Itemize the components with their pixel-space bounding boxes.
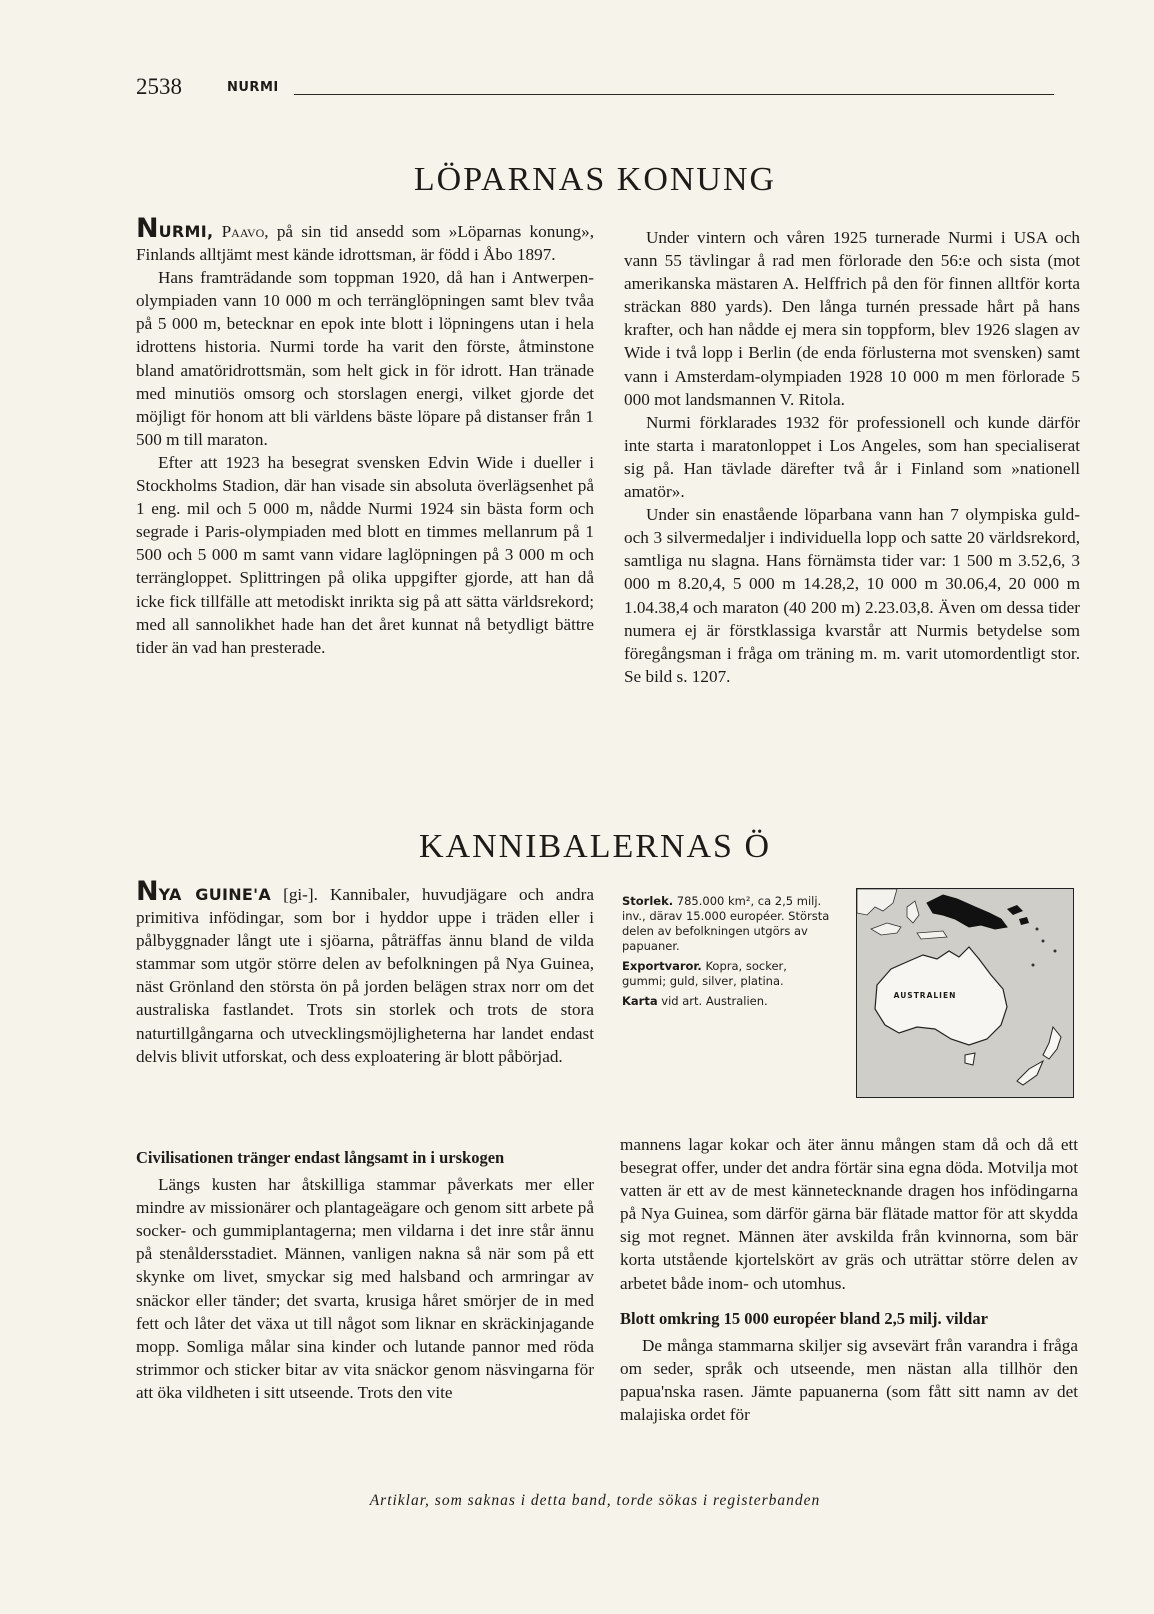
article1-lead-name: Paavo, — [221, 222, 269, 241]
article1-paragraph-3: Efter att 1923 ha besegrat svensken Edvin Wide i dueller i Stockholms Stadion, där han visade sin absoluta överlägsenhet på 1 eng. mil och 5 000 m, nådde Nurmi 1924 sin bästa form och segrade i Paris-olympiaden med blott en timmes mellanrum på 1 500 och 5 000 m samt vann vidare laglöpningen på 3 000 m och terrängloppet. Splittringen på olika uppgifter gjorde, att han då icke fick tillfälle att metodiskt inrikta sig på att sätta världsrekord; med all sannolikhet hade han det året kunnat nå betydligt bättre tider än vad han presterade. — [136, 452, 594, 657]
article2-lead-word: YA GUINE'A — [158, 885, 272, 904]
running-head: NURMI — [227, 80, 279, 95]
article2-subhead-1: Civilisationen tränger endast långsamt in i urskogen — [136, 1148, 505, 1167]
article2-column-left — [136, 1146, 594, 1404]
page-number: 2538 — [136, 74, 182, 99]
fact-export-text: Kopra, socker, gummi; guld, silver, platina. — [622, 959, 787, 988]
article1-paragraph-6: Under sin enastående löparbana vann han 7 olympiska guld- och 3 silvermedaljer i individuella lopp och satte 20 världsrekord, samtliga nu slagna. Hans förnämsta tider var: 1 500 m 3.52,6, 3 000 m 8.20,4, 5 000 m 14.28,2, 10 000 m 30.06,4, 20 000 m 1.04.38,4 och maraton (40 200 m) 2.23.03,8. Även om dessa tider numera ej är förstklassiga kvarstår att Nurmis betydelse som föregångsman i fråga om träning m. m. varit utomordentligt stor. Se bild s. 1207. — [624, 505, 1080, 686]
article2-paragraph-2-cont: mannens lagar kokar och äter ännu mången stam då och då ett besegrat offer, under det andra förtär sina egna döda. Motvilja mot vatten är ett av de mest kännetecknande dragen hos infödingarna på Nya Guinea, som därför gärna bär flätade mattor för att skydda sig mot regnet. Männen äter avskilda från kvinnorna, som bär korta utstående kjortelskört av gräs och uträttar större delen av arbetet både inom- och utomhus. — [620, 1135, 1078, 1293]
fact-size-text: 785.000 km², ca 2,5 milj. inv., därav 15.000 européer. Största delen av befolkningen utgörs av papuaner. — [622, 894, 830, 953]
article2-headline: KANNIBALERNAS Ö — [418, 828, 772, 865]
fact-map-label: Karta — [622, 994, 658, 1008]
article2-paragraph-1 — [136, 876, 595, 1068]
fact-size-label: Storlek. — [622, 894, 674, 908]
header-rule — [294, 94, 1054, 95]
article2-paragraph-3: De många stammarna skiljer sig avsevärt från varandra i fråga om seder, språk och utseende, men nästan alla tillhör den papua'nska rasen. Jämte papuanerna (som fått sitt namn av det malajiska ordet för — [620, 1335, 1078, 1425]
page-header — [136, 74, 1054, 104]
fact-export-label: Exportvaror. — [622, 959, 702, 973]
article1-paragraph-1-text: på sin tid ansedd som »Löparnas konung», Finlands alltjämt mest kände idrottsman, är född i Åbo 1897. — [136, 222, 594, 265]
article1-column-right — [624, 226, 1080, 688]
article1-lead-word: URMI, — [158, 222, 214, 241]
article1-paragraph-4: Under vintern och våren 1925 turnerade Nurmi i USA och vann 55 tävlingar å rad men förlorade den 56:e och sista (mot amerikanska mästaren A. Helffrich på den för finnen alltför korta sträckan 880 yards). Den långa turnén pressade hårt på hans krafter, och han nådde ej mera sin toppform, blev 1926 slagen av Wide i två lopp i Berlin (de enda förlusterna mot svensken) samt vann i Amsterdam-olympiaden 1928 10 000 m men förlorade 5 000 mot landsmannen V. Ritola. — [624, 228, 1080, 409]
article1-column-left — [136, 213, 594, 659]
fact-export — [622, 959, 832, 989]
article1-paragraph-1 — [136, 213, 594, 266]
article2-intro — [136, 876, 595, 1068]
article1-paragraph-5: Nurmi förklarades 1932 för professionell och kunde därför inte starta i maratonloppet i Los Angeles, som han specialiserat sig på. Han tävlade därefter två år i Finland som »nationell amatör». — [624, 412, 1080, 502]
article2-column-right — [620, 1133, 1078, 1426]
article2-paragraph-1-text: [gi-]. Kannibaler, huvudjägare och andra primitiva infödingar, som bor i hyddor uppe i träden eller i pålbyggnader långt ute i sjöarna, påträffas ännu bland de vilda stammar som utgör större delen av befolkningen på Nya Guinea, näst Grönland den största ön på jorden belägen strax norr om det australiska fastlandet. Trots sin storlek och trots de stora naturtillgångarna och utvecklingsmöjligheterna har landet endast delvis blivit utforskat, och dess exploatering är blott påbörjad. — [136, 885, 595, 1066]
article2-drop-initial: N — [136, 876, 159, 907]
fact-size — [622, 894, 832, 954]
article1-drop-initial: N — [136, 213, 159, 244]
fact-map-text: vid art. Australien. — [661, 994, 768, 1008]
article1-headline: LÖPARNAS KONUNG — [413, 161, 777, 198]
fact-box — [622, 894, 832, 1014]
article1-paragraph-2: Hans framträdande som toppman 1920, då han i Antwerpen-olympiaden vann 10 000 m och terränglöpningen samt blev tvåa på 5 000 m, betecknar en epok inte blott i löpningens utan i hela idrottens historia. Nurmi torde ha varit den förste, åtminstone bland amatöridrottsmän, som helt gick in för idrott. Han tränade med minutiös omsorg och storslagen energi, vilket gjorde det möjligt för honom att bli världens bäste löpare på distanser från 1 500 m till maraton. — [136, 268, 594, 449]
page-footer: Artiklar, som saknas i detta band, torde sökas i registerbanden — [369, 1492, 821, 1509]
map-label-australien: AUSTRALIEN — [893, 991, 957, 1000]
location-map — [856, 888, 1074, 1098]
article2-subhead-2: Blott omkring 15 000 européer bland 2,5 milj. vildar — [620, 1308, 988, 1328]
article2-paragraph-2: Längs kusten har åtskilliga stammar påverkats mer eller mindre av missionärer och plantageägare och genom sitt arbete på socker- och gummiplantagerna; men vildarna i det inre står ännu på stenåldersstadiet. Männen, vanligen nakna så när som på ett skynke om livet, smyckar sig med halsband och armringar av snäckor eller tänder; det svarta, krusiga håret smörjer de in med fett och låter det växa ut till något som liknar en skräckinjagande mopp. Somliga målar sina kinder och lutande pannor med röda strimmor och sticker bitar av vita snäckor genom näsvingarna för att öka vildheten i sitt utseende. Trots den vite — [136, 1175, 594, 1402]
fact-map — [622, 994, 832, 1009]
